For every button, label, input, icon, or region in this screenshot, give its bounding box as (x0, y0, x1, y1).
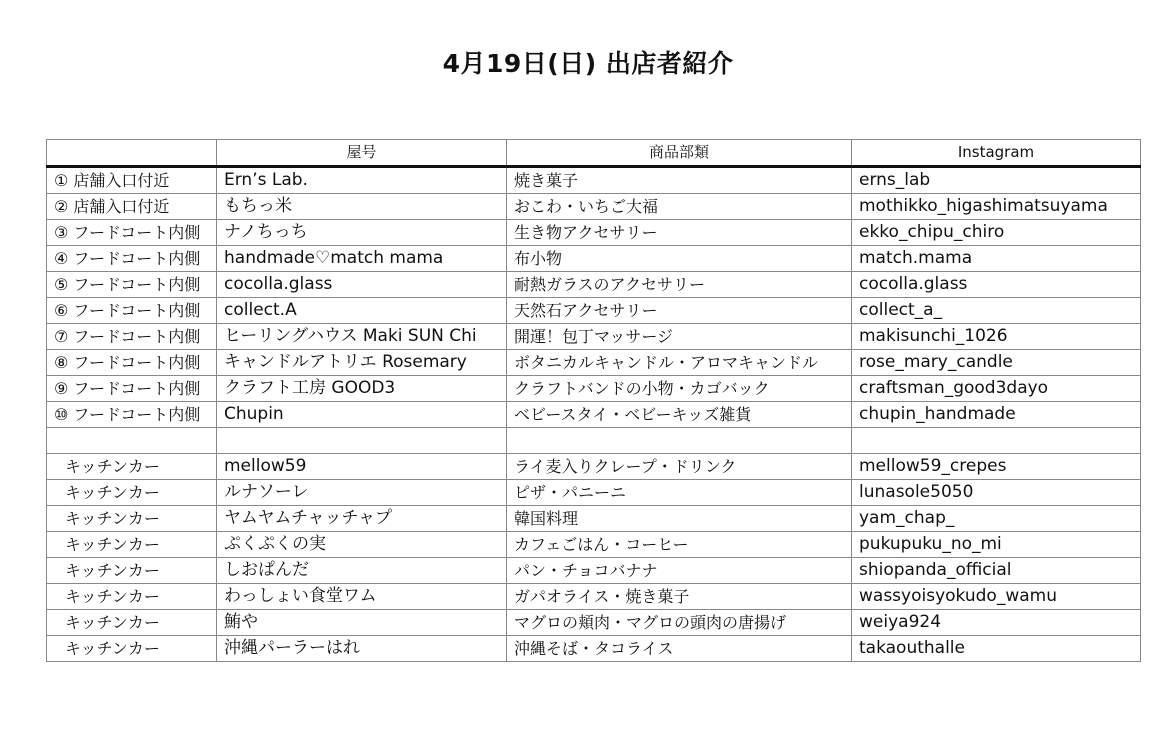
table-row (47, 428, 1141, 454)
vendor-instagram-cell: lunasole5050 (852, 480, 1141, 506)
table-row (47, 558, 1141, 584)
vendor-location-cell: キッチンカー (47, 558, 217, 584)
vendor-shop-name-cell: cocolla.glass (217, 272, 507, 298)
vendor-category-cell: おこわ・いちご大福 (507, 194, 852, 220)
header-shop-name: 屋号 (217, 140, 507, 167)
vendor-instagram-cell: weiya924 (852, 610, 1141, 636)
vendor-shop-name-cell: クラフト工房 GOOD3 (217, 376, 507, 402)
vendor-instagram-cell: chupin_handmade (852, 402, 1141, 428)
table-row (47, 610, 1141, 636)
header-category: 商品部類 (507, 140, 852, 167)
vendor-shop-name-cell: handmade♡match mama (217, 246, 507, 272)
vendor-location-cell: キッチンカー (47, 636, 217, 662)
vendor-shop-name-cell: ヒーリングハウス Maki SUN Chi (217, 324, 507, 350)
vendor-shop-name-cell: Chupin (217, 402, 507, 428)
vendor-instagram-cell: cocolla.glass (852, 272, 1141, 298)
vendor-instagram-cell: collect_a_ (852, 298, 1141, 324)
vendor-location-cell: ④ フードコート内側 (47, 246, 217, 272)
table-row (47, 298, 1141, 324)
vendor-location-cell: キッチンカー (47, 480, 217, 506)
vendor-instagram-cell: yam_chap_ (852, 506, 1141, 532)
vendor-category-cell (507, 428, 852, 454)
table-row (47, 246, 1141, 272)
vendor-instagram-cell: mellow59_crepes (852, 454, 1141, 480)
vendor-shop-name-cell: Ern’s Lab. (217, 167, 507, 194)
vendor-category-cell: 開運！包丁マッサージ (507, 324, 852, 350)
vendor-shop-name-cell: ルナソーレ (217, 480, 507, 506)
vendor-location-cell: ③ フードコート内側 (47, 220, 217, 246)
vendor-category-cell: カフェごはん・コーヒー (507, 532, 852, 558)
table-row (47, 272, 1141, 298)
vendor-category-cell: マグロの頬肉・マグロの頭肉の唐揚げ (507, 610, 852, 636)
vendor-location-cell: キッチンカー (47, 454, 217, 480)
header-instagram: Instagram (852, 140, 1141, 167)
vendor-shop-name-cell (217, 428, 507, 454)
vendor-location-cell: ② 店舗入口付近 (47, 194, 217, 220)
vendor-instagram-cell (852, 428, 1141, 454)
vendor-location-cell: キッチンカー (47, 506, 217, 532)
vendor-location-cell: キッチンカー (47, 610, 217, 636)
vendor-category-cell: パン・チョコバナナ (507, 558, 852, 584)
vendor-instagram-cell: erns_lab (852, 167, 1141, 194)
table-row (47, 506, 1141, 532)
vendor-location-cell: ⑨ フードコート内側 (47, 376, 217, 402)
table-row (47, 584, 1141, 610)
vendor-category-cell: ピザ・パニーニ (507, 480, 852, 506)
page-title: 4月19日(日) 出店者紹介 (442, 49, 734, 78)
vendor-location-cell (47, 428, 217, 454)
vendor-location-cell: ⑩ フードコート内側 (47, 402, 217, 428)
vendor-shop-name-cell: collect.A (217, 298, 507, 324)
vendor-category-cell: 韓国料理 (507, 506, 852, 532)
vendor-location-cell: ⑦ フードコート内側 (47, 324, 217, 350)
vendor-instagram-cell: shiopanda_official (852, 558, 1141, 584)
vendor-location-cell: ① 店舗入口付近 (47, 167, 217, 194)
table-row (47, 220, 1141, 246)
vendor-category-cell: 天然石アクセサリー (507, 298, 852, 324)
vendor-category-cell: 布小物 (507, 246, 852, 272)
table-row (47, 324, 1141, 350)
vendor-location-cell: ⑤ フードコート内側 (47, 272, 217, 298)
vendor-location-cell: ⑧ フードコート内側 (47, 350, 217, 376)
vendor-shop-name-cell: しおぱんだ (217, 558, 507, 584)
vendor-instagram-cell: match.mama (852, 246, 1141, 272)
vendor-instagram-cell: ekko_chipu_chiro (852, 220, 1141, 246)
vendor-shop-name-cell: 沖縄パーラーはれ (217, 636, 507, 662)
vendor-category-cell: 生き物アクセサリー (507, 220, 852, 246)
vendor-shop-name-cell: ヤムヤムチャッチャプ (217, 506, 507, 532)
table-row (47, 480, 1141, 506)
vendor-category-cell: ベビースタイ・ベビーキッズ雑貨 (507, 402, 852, 428)
vendor-instagram-cell: craftsman_good3dayo (852, 376, 1141, 402)
vendor-shop-name-cell: ナノちっち (217, 220, 507, 246)
vendor-category-cell: 耐熱ガラスのアクセサリー (507, 272, 852, 298)
vendor-instagram-cell: makisunchi_1026 (852, 324, 1141, 350)
vendor-category-cell: 焼き菓子 (507, 167, 852, 194)
vendor-instagram-cell: rose_mary_candle (852, 350, 1141, 376)
table-row (47, 402, 1141, 428)
vendor-shop-name-cell: mellow59 (217, 454, 507, 480)
table-row (47, 350, 1141, 376)
vendor-shop-name-cell: 鮪や (217, 610, 507, 636)
header-location (47, 140, 217, 167)
table-row (47, 636, 1141, 662)
vendor-shop-name-cell: ぷくぷくの実 (217, 532, 507, 558)
vendor-category-cell: ガパオライス・焼き菓子 (507, 584, 852, 610)
vendor-category-cell: 沖縄そば・タコライス (507, 636, 852, 662)
vendor-location-cell: ⑥ フードコート内側 (47, 298, 217, 324)
vendor-category-cell: ボタニカルキャンドル・アロマキャンドル (507, 350, 852, 376)
vendor-location-cell: キッチンカー (47, 584, 217, 610)
vendor-category-cell: クラフトバンドの小物・カゴバック (507, 376, 852, 402)
table-row (47, 194, 1141, 220)
table-row (47, 532, 1141, 558)
vendor-instagram-cell: mothikko_higashimatsuyama (852, 194, 1141, 220)
vendor-category-cell: ライ麦入りクレープ・ドリンク (507, 454, 852, 480)
table-header-row (47, 140, 1141, 167)
table-row (47, 167, 1141, 194)
vendor-instagram-cell: takaouthalle (852, 636, 1141, 662)
table-row (47, 376, 1141, 402)
vendor-location-cell: キッチンカー (47, 532, 217, 558)
vendor-shop-name-cell: もちっ米 (217, 194, 507, 220)
vendor-shop-name-cell: わっしょい食堂ワム (217, 584, 507, 610)
vendor-instagram-cell: wassyoisyokudo_wamu (852, 584, 1141, 610)
table-row (47, 454, 1141, 480)
vendor-table (46, 139, 1141, 662)
vendor-shop-name-cell: キャンドルアトリエ Rosemary (217, 350, 507, 376)
vendor-instagram-cell: pukupuku_no_mi (852, 532, 1141, 558)
